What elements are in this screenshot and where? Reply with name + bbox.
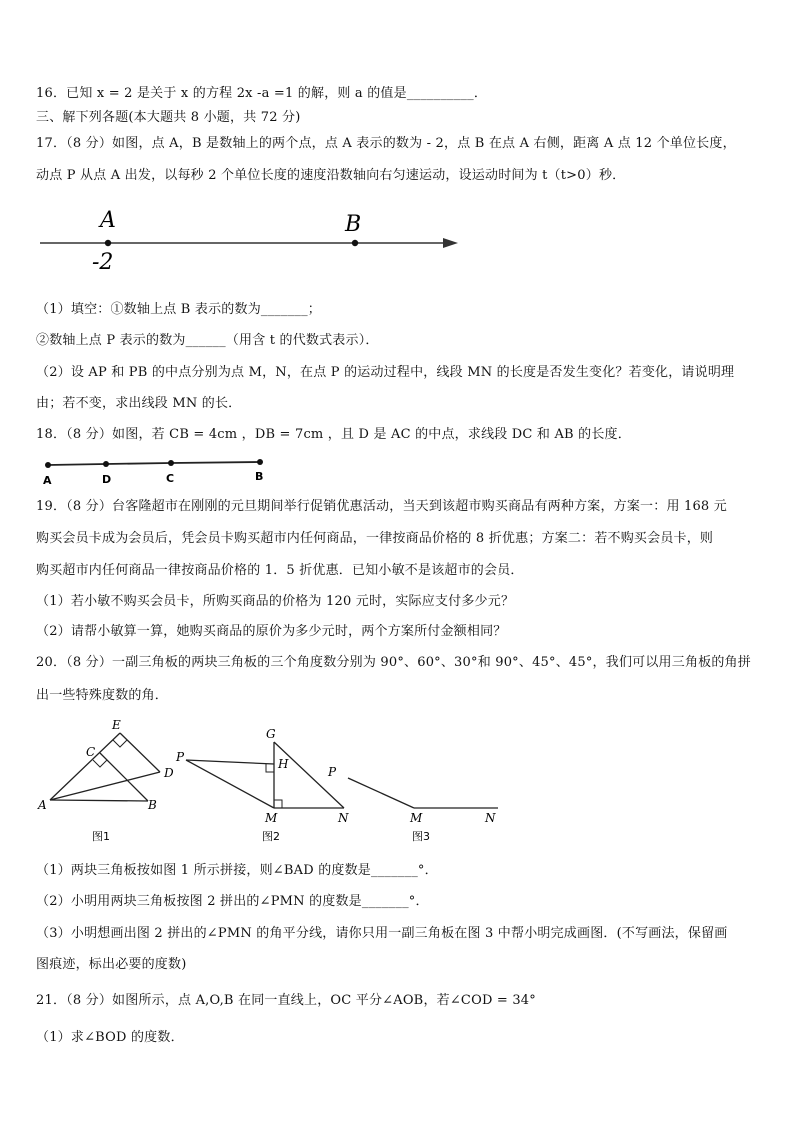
fig2-label-n: N bbox=[338, 811, 349, 825]
question-18: 18．（8 分）如图，若 CB = 4cm ，DB = 7cm ，且 D 是 AC 的中点，求线段 DC 和 AB 的长度． bbox=[36, 427, 631, 442]
fig2-label-m: M bbox=[265, 811, 278, 825]
fig1-caption: 图1 bbox=[92, 830, 110, 843]
question-20-line1: 20．（8 分）一副三角板的两块三角板的三个角度数分别为 90°、60°、30°和 90°、45°、45°，我们可以用三角板的角拼 bbox=[36, 655, 751, 670]
question-17-sub1b: ②数轴上点 P 表示的数为______（用含 t 的代数式表示）． bbox=[36, 333, 379, 348]
segment-ab bbox=[48, 462, 260, 465]
question-19-line2: 购买会员卡成为会员后，凭会员卡购买超市内任何商品，一律按商品价格的 8 折优惠；方案二：若不购买会员卡，则 bbox=[36, 531, 714, 546]
fig1-label-d: D bbox=[164, 766, 174, 780]
question-17-sub1a: （1）填空：①数轴上点 B 表示的数为_______； bbox=[36, 302, 321, 317]
point-a-value: -2 bbox=[92, 250, 114, 275]
fig1-label-b: B bbox=[148, 798, 157, 812]
segment-point-a bbox=[45, 462, 51, 468]
question-21: 21．（8 分）如图所示，点 A,O,B 在同一直线上，OC 平分∠AOB，若∠COD = 34° bbox=[36, 993, 536, 1008]
point-b-dot bbox=[352, 240, 358, 246]
segment-figure bbox=[38, 454, 278, 488]
segment-label-b: B bbox=[255, 470, 264, 483]
figure-1 bbox=[37, 718, 174, 843]
question-19-sub1: （1）若小敏不购买会员卡，所购买商品的价格为 120 元时，实际应支付多少元？ bbox=[36, 594, 515, 609]
fig3-caption: 图3 bbox=[412, 830, 430, 843]
question-17-line1: 17．（8 分）如图，点 A，B 是数轴上的两个点，点 A 表示的数为 - 2，点 B 在点 A 右侧，距离 A 点 12 个单位长度， bbox=[36, 136, 736, 151]
question-20-sub1: （1）两块三角板按如图 1 所示拼接，则∠BAD 的度数是_______°． bbox=[36, 863, 438, 878]
fig1-label-c: C bbox=[86, 745, 96, 759]
fig3-label-p: P bbox=[328, 765, 337, 779]
fig1-label-e: E bbox=[112, 718, 121, 732]
fig2-caption: 图2 bbox=[262, 830, 280, 843]
question-20-sub3b: 图痕迹，标出必要的度数) bbox=[36, 957, 187, 972]
segment-label-c: C bbox=[166, 472, 175, 485]
fig2-label-g: G bbox=[266, 727, 276, 741]
question-20-sub3a: （3）小明想画出图 2 拼出的∠PMN 的角平分线，请你只用一副三角板在图 3 中帮小明完成画图．(不写画法，保留画 bbox=[36, 926, 728, 941]
point-a-dot bbox=[105, 240, 111, 246]
question-19-sub2: （2）请帮小敏算一算，她购买商品的原价为多少元时，两个方案所付金额相同？ bbox=[36, 624, 507, 639]
figure-3 bbox=[327, 765, 498, 843]
fig3-label-m: M bbox=[410, 811, 423, 825]
question-21-sub1: （1）求∠BOD 的度数． bbox=[36, 1030, 184, 1045]
fig1-label-a: A bbox=[38, 798, 47, 812]
segment-point-d bbox=[103, 461, 109, 467]
question-19-line3: 购买超市内任何商品一律按商品价格的 1．5 折优惠．已知小敏不是该超市的会员． bbox=[36, 563, 524, 578]
question-17-sub2a: （2）设 AP 和 PB 的中点分别为点 M，N，在点 P 的运动过程中，线段 MN 的长度是否发生变化？若变化，请说明理 bbox=[36, 365, 735, 380]
triangle-figures bbox=[36, 716, 506, 846]
segment-point-c bbox=[168, 460, 174, 466]
point-b-label: B bbox=[345, 212, 362, 237]
number-line-figure bbox=[36, 204, 466, 280]
fig3-label-n: N bbox=[485, 811, 496, 825]
segment-label-a: A bbox=[43, 474, 52, 487]
question-20-sub2: （2）小明用两块三角板按图 2 拼出的∠PMN 的度数是_______°． bbox=[36, 894, 429, 909]
question-16: 16．已知 x = 2 是关于 x 的方程 2x -a =1 的解，则 a 的值是__________． bbox=[36, 86, 488, 101]
segment-point-b bbox=[257, 459, 263, 465]
segment-label-d: D bbox=[102, 473, 112, 486]
question-19-line1: 19．（8 分）台客隆超市在刚刚的元旦期间举行促销优惠活动，当天到该超市购买商品有两种方案，方案一：用 168 元 bbox=[36, 499, 727, 514]
section-heading: 三、解下列各题(本大题共 8 小题，共 72 分) bbox=[36, 110, 301, 125]
point-a-label: A bbox=[100, 208, 116, 233]
fig2-label-h: H bbox=[278, 757, 289, 771]
number-line-arrow bbox=[443, 238, 458, 248]
question-17-sub2b: 由；若不变，求出线段 MN 的长． bbox=[36, 396, 242, 411]
figure-2 bbox=[175, 727, 349, 843]
question-20-line2: 出一些特殊度数的角． bbox=[36, 688, 169, 703]
question-17-line2: 动点 P 从点 A 出发，以每秒 2 个单位长度的速度沿数轴向右匀速运动，设运动时间为 t（t>0）秒． bbox=[36, 168, 626, 183]
fig2-label-p: P bbox=[176, 750, 185, 764]
